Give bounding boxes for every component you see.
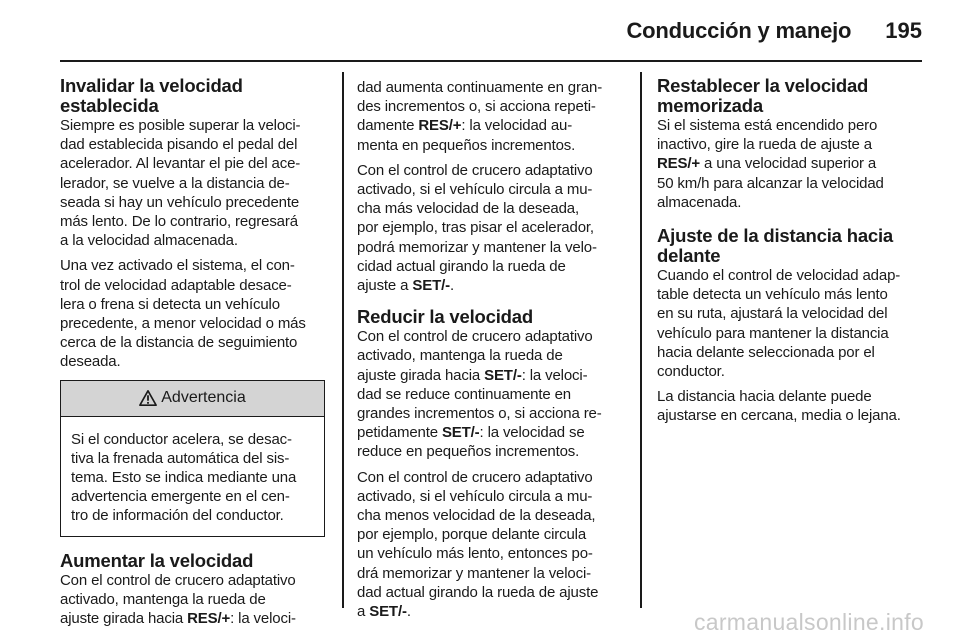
- column-divider: [640, 72, 642, 608]
- section-heading-invalidar: [60, 76, 325, 116]
- text-line: activado, mantenga la rueda de: [60, 590, 266, 608]
- heading-line: Ajuste de la distancia hacia: [657, 225, 894, 247]
- text-line: reduce en pequeños incrementos.: [357, 443, 580, 461]
- control-label: SET/-: [441, 424, 480, 442]
- paragraph: [357, 161, 625, 295]
- section-heading-aumentar: Aumentar la velocidad: [60, 549, 254, 571]
- watermark: carmanualsonline.info: [693, 609, 924, 635]
- text-segment: : la velocidad au-: [461, 117, 573, 135]
- paragraph: [60, 116, 325, 250]
- text-line: acelerador. Al levantar el pie del ace-: [60, 155, 301, 173]
- warning-title: Advertencia: [161, 389, 246, 407]
- warning-body: [61, 417, 324, 536]
- text-segment: .: [406, 603, 411, 621]
- text-line: a la velocidad almacenada.: [60, 232, 238, 250]
- text-segment: damente: [357, 117, 419, 135]
- paragraph: [657, 266, 925, 381]
- text-line: tiva la frenada automática del sis-: [71, 449, 290, 467]
- text-line: tro de información del conductor.: [71, 507, 284, 525]
- paragraph: [60, 256, 325, 371]
- text-line: Con el control de crucero adaptativo: [60, 571, 296, 589]
- text-line: activado, si el vehículo circula a mu-: [357, 487, 593, 505]
- text-line: tema. Esto se indica mediante una: [71, 469, 297, 487]
- paragraph: [357, 327, 625, 461]
- text-line: por ejemplo, tras pisar el acelerador,: [357, 219, 594, 237]
- text-line: table detecta un vehículo más lento: [657, 286, 888, 304]
- page-header: [626, 18, 922, 44]
- control-label: SET/-: [369, 603, 407, 621]
- text-line: Si el conductor acelera, se desac-: [71, 430, 292, 448]
- text-line: cidad actual girando la rueda de: [357, 257, 566, 275]
- text-line: Con el control de crucero adaptativo: [357, 328, 593, 346]
- section-heading-reducir: Reducir la velocidad: [357, 306, 533, 328]
- heading-line: memorizada: [657, 95, 763, 116]
- text-segment: a: [357, 603, 370, 621]
- text-line: precedente, a menor velocidad o más: [60, 315, 306, 333]
- text-line: inactivo, gire la rueda de ajuste a: [657, 136, 872, 154]
- text-line: vehículo para mantener la distancia: [657, 324, 889, 342]
- text-line: cerca de la distancia de seguimiento: [60, 334, 298, 352]
- text-line: activado, mantenga la rueda de: [357, 347, 563, 365]
- text-segment: a una velocidad superior a: [700, 155, 877, 173]
- text-line: Con el control de crucero adaptativo: [357, 161, 593, 179]
- warning-box: [60, 380, 325, 537]
- text-segment: : la velocidad se: [479, 424, 585, 442]
- section-heading-restablecer: [657, 76, 925, 116]
- column-1: [60, 72, 325, 628]
- heading-line: Restablecer la velocidad: [657, 75, 869, 96]
- column-3: [657, 72, 925, 426]
- text-line: más lento. De lo contrario, regresará: [60, 213, 298, 231]
- text-segment: ajuste girada hacia: [357, 366, 485, 384]
- text-line: dad se reduce continuamente en: [357, 385, 571, 403]
- text-line: almacenada.: [657, 193, 742, 211]
- column-divider: [342, 72, 344, 608]
- control-label: SET/-: [412, 277, 450, 295]
- text-line: cha menos velocidad de la deseada,: [357, 507, 596, 525]
- text-line: un vehículo más lento, entonces po-: [357, 545, 593, 563]
- header-title: Conducción y manejo: [626, 18, 852, 43]
- control-label: RES/+: [657, 155, 701, 173]
- text-line: en su ruta, ajustará la velocidad del: [657, 305, 888, 323]
- text-segment: : la veloci-: [521, 366, 588, 384]
- text-line: lerador, se vuelve a la distancia de-: [60, 174, 290, 192]
- section-heading-ajuste: [657, 226, 925, 266]
- text-line: Una vez activado el sistema, el con-: [60, 257, 295, 275]
- text-line: dad actual girando la rueda de ajuste: [357, 583, 599, 601]
- text-line: La distancia hacia delante puede: [657, 388, 872, 406]
- text-line: conductor.: [657, 363, 725, 381]
- paragraph: [357, 78, 625, 155]
- paragraph: [60, 571, 325, 629]
- heading-line: establecida: [60, 95, 159, 116]
- paragraph: [357, 468, 625, 622]
- text-line: dad establecida pisando el pedal del: [60, 136, 298, 154]
- page-number: 195: [885, 18, 922, 43]
- text-segment: .: [449, 277, 454, 295]
- text-line: grandes incrementos o, si acciona re-: [357, 405, 602, 423]
- paragraph: [657, 116, 925, 212]
- text-line: deseada.: [60, 353, 121, 371]
- text-line: Si el sistema está encendido pero: [657, 117, 878, 134]
- text-line: dad aumenta continuamente en gran-: [357, 79, 603, 96]
- text-segment: : la veloci-: [230, 610, 296, 628]
- text-line: Siempre es posible superar la veloci-: [60, 117, 301, 134]
- text-line: podrá memorizar y mantener la velo-: [357, 238, 597, 256]
- text-line: seada si hay un vehículo precedente: [60, 193, 300, 211]
- text-line: menta en pequeños incrementos.: [357, 136, 576, 154]
- column-2: [357, 72, 625, 621]
- header-rule: [60, 60, 922, 62]
- text-line: hacia delante seleccionada por el: [657, 343, 875, 361]
- text-line: drá memorizar y mantener la veloci-: [357, 564, 591, 582]
- text-segment: ajuste a: [357, 277, 413, 295]
- text-line: por ejemplo, porque delante circula: [357, 526, 587, 544]
- text-segment: petidamente: [357, 424, 442, 442]
- warning-text: [71, 430, 314, 526]
- heading-line: delante: [657, 245, 721, 267]
- control-label: RES/+: [418, 117, 462, 135]
- warning-triangle-icon: [139, 389, 157, 407]
- text-line: des incrementos o, si acciona repeti-: [357, 98, 596, 116]
- text-segment: ajuste girada hacia: [60, 610, 188, 628]
- text-line: cha más velocidad de la deseada,: [357, 200, 580, 218]
- text-line: ajustarse en cercana, media o lejana.: [657, 407, 901, 425]
- text-line: Cuando el control de velocidad adap-: [657, 267, 901, 285]
- control-label: SET/-: [484, 366, 522, 384]
- control-label: RES/+: [187, 610, 231, 628]
- warning-header: [61, 381, 324, 417]
- text-line: activado, si el vehículo circula a mu-: [357, 181, 593, 199]
- text-line: 50 km/h para alcanzar la velocidad: [657, 174, 884, 192]
- text-line: Con el control de crucero adaptativo: [357, 468, 593, 486]
- text-line: lera o frena si detecta un vehículo: [60, 295, 280, 313]
- paragraph: [657, 387, 925, 425]
- heading-line: Invalidar la velocidad: [60, 75, 243, 96]
- text-line: trol de velocidad adaptable desace-: [60, 276, 292, 294]
- text-line: advertencia emergente en el cen-: [71, 488, 290, 506]
